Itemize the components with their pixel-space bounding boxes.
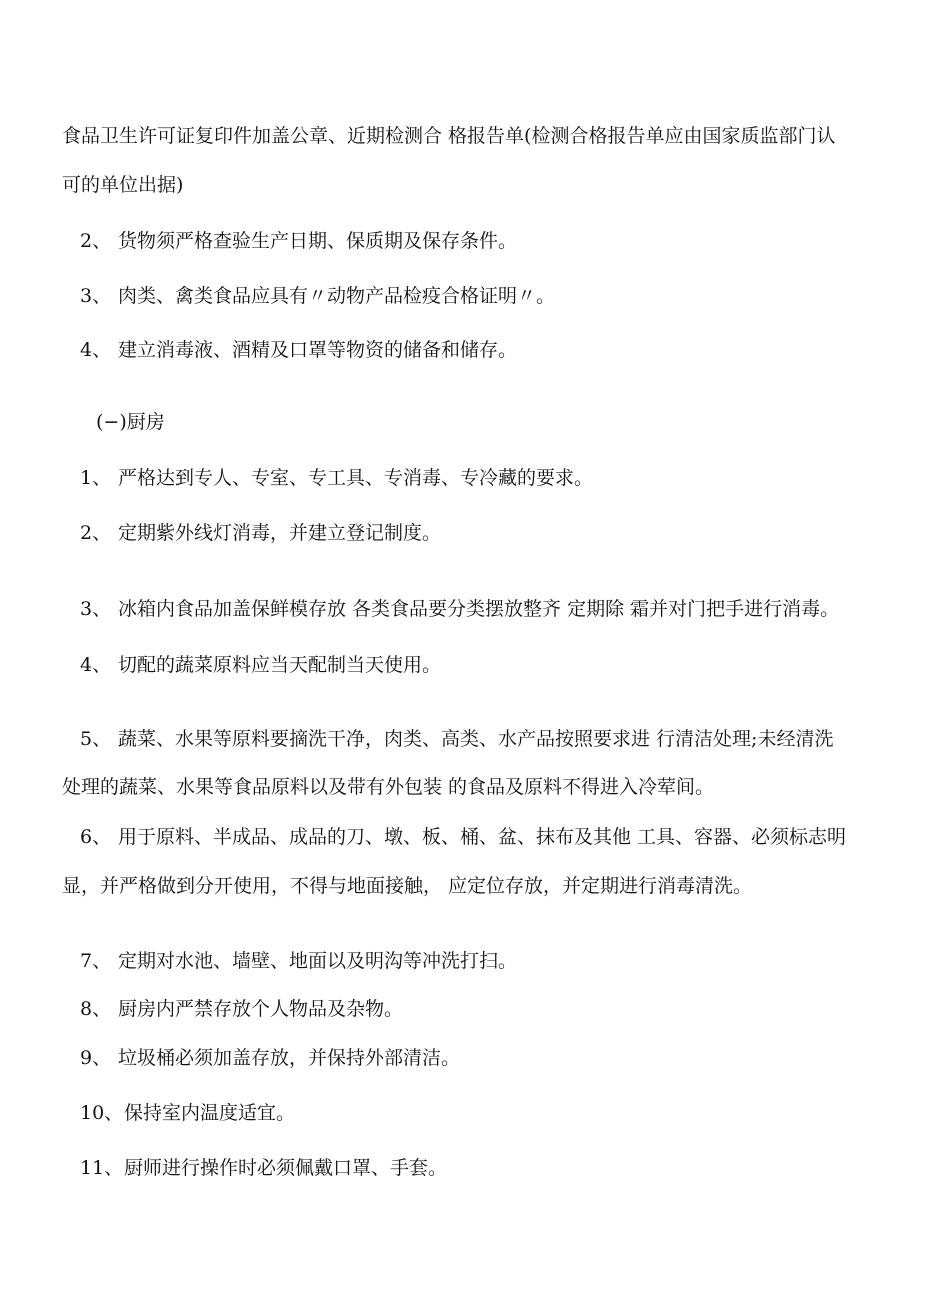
item-number: 8、 xyxy=(80,998,112,1020)
item-number: 2、 xyxy=(80,230,112,252)
item-text: 冰箱内食品加盖保鲜模存放 各类食品要分类摆放整齐 定期除 霜并对门把手进行消毒。 xyxy=(118,598,840,620)
item-text: 保持室内温度适宜。 xyxy=(124,1102,296,1124)
item-text: 切配的蔬菜原料应当天配制当天使用。 xyxy=(118,654,442,676)
item-text: 厨师进行操作时必须佩戴口罩、手套。 xyxy=(124,1157,448,1179)
item-number: 3、 xyxy=(80,598,112,620)
list-item-continuation: 处理的蔬菜、水果等食品原料以及带有外包装 的食品及原料不得进入冷荤间。 xyxy=(62,776,715,798)
item-text: 严格达到专人、专室、专工具、专消毒、专冷藏的要求。 xyxy=(118,467,594,489)
item-number: 10、 xyxy=(80,1102,124,1124)
item-number: 4、 xyxy=(80,339,112,361)
item-number: 1、 xyxy=(80,467,112,489)
item-number: 11、 xyxy=(80,1157,124,1179)
item-number: 3、 xyxy=(80,285,112,307)
item-text: 蔬菜、水果等原料要摘洗干净，肉类、高类、水产品按照要求进 行清洁处理;未经清洗 xyxy=(118,728,834,750)
intro-line-1: 食品卫生许可证复印件加盖公章、近期检测合 格报告单(检测合格报告单应由国家质监部门认 xyxy=(62,125,836,147)
intro-line-2: 可的单位出据) xyxy=(62,174,184,196)
item-text: 肉类、禽类食品应具有〃动物产品检疫合格证明〃。 xyxy=(118,285,556,307)
item-text: 建立消毒液、酒精及口罩等物资的储备和储存。 xyxy=(118,339,518,361)
item-number: 2、 xyxy=(80,522,112,544)
item-text: 货物须严格查验生产日期、保质期及保存条件。 xyxy=(118,230,518,252)
item-text: 定期紫外线灯消毒，并建立登记制度。 xyxy=(118,522,442,544)
item-text: 厨房内严禁存放个人物品及杂物。 xyxy=(118,998,404,1020)
item-text: 定期对水池、墙壁、地面以及明沟等冲洗打扫。 xyxy=(118,950,518,972)
item-number: 4、 xyxy=(80,654,112,676)
list-item-continuation: 显，并严格做到分开使用，不得与地面接触， 应定位存放，并定期进行消毒清洗。 xyxy=(62,875,753,897)
item-text: 用于原料、半成品、成品的刀、墩、板、桶、盆、抹布及其他 工具、容器、必须标志明 xyxy=(118,826,847,848)
item-number: 6、 xyxy=(80,826,112,848)
item-text: 垃圾桶必须加盖存放，并保持外部清洁。 xyxy=(118,1047,461,1069)
item-number: 7、 xyxy=(80,950,112,972)
item-number: 5、 xyxy=(80,728,112,750)
section-heading-text: (−)厨房 xyxy=(96,411,165,433)
item-number: 9、 xyxy=(80,1047,112,1069)
